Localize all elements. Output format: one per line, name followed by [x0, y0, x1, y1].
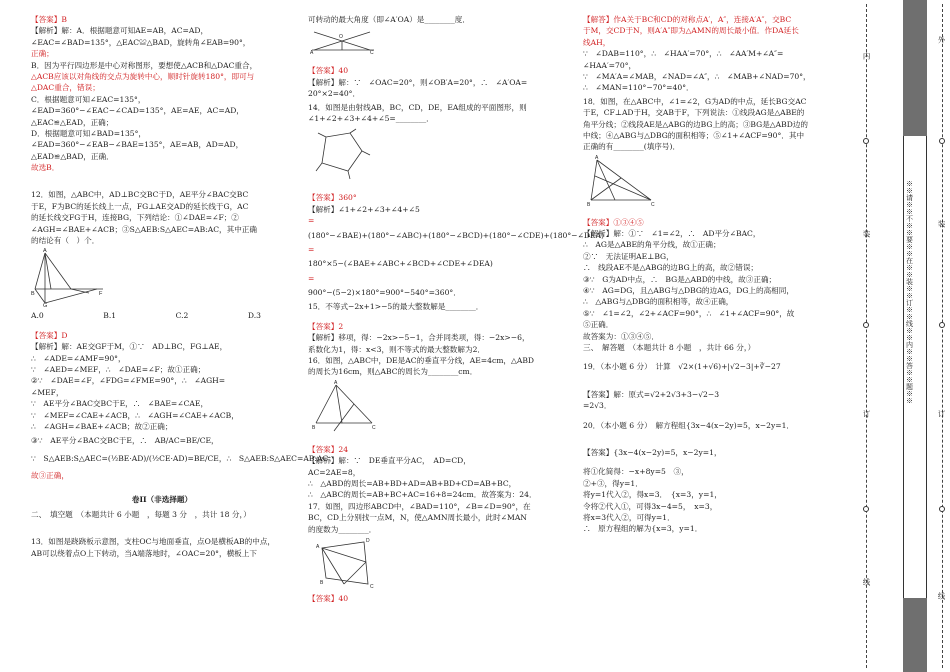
point-label-a: A [43, 248, 47, 255]
q18-stem [583, 96, 845, 153]
analysis-line: 【解析】解：A．根据题意可知AE=AB，AC=AD， [31, 26, 209, 36]
point-label-c: C [370, 50, 374, 57]
stem-line: 于E，CF⊥AD于H，交AB于F，下列说法：①线段AG是△ABE的 [583, 108, 805, 118]
binding-hole [939, 322, 945, 328]
analysis-line: = [308, 273, 315, 283]
stem-line: 的延长线交FG于H，连接BG，下列结论：①∠DAE=∠F；② [31, 213, 239, 223]
analysis-line: ∠MEF， [31, 387, 64, 397]
gray-block-top [903, 0, 927, 136]
option-a[interactable]: A.0 [31, 311, 44, 321]
q12-figure [31, 248, 109, 310]
answer-label: 【答案】24 [308, 444, 349, 454]
section-description: 三、 解答题 （本题共计 8 小题 ，共计 66 分，） [583, 342, 756, 352]
stem-line: 正确的有________(填序号)． [583, 142, 681, 152]
q20-stem: 20．（本小题 6 分） 解方程组{3x−4(x−2y)=5，x−2y=1． [583, 420, 795, 430]
stem-line: 中线；④△ABG与△DBG的面积相等；⑤∠1+∠ACF=90°．其中 [583, 130, 805, 140]
analysis-line: ∠EAD=360°−∠EAC−∠CAD=135°，AE=AE，AC=AD， [31, 106, 244, 116]
analysis-line: △EAC≌△EAD，正确； [31, 117, 114, 127]
analysis-line: 故选B． [31, 163, 60, 173]
binding-notice: ※※请※※不※※要※※在※※装※※订※※线※※内※※答※※题※※ [905, 180, 914, 404]
analysis-line: ∠HAA′=70°， [583, 60, 637, 70]
binding-hole [863, 506, 869, 512]
answer-label: 【答案】40 [308, 66, 349, 76]
point-label-c: C [372, 424, 376, 431]
analysis-line: △ACB应该以对角线的交点为旋转中心，顺时针旋转180°，即可与 [31, 71, 255, 81]
gray-block-bottom [903, 598, 927, 672]
stem-line: ∠1+∠2+∠3+∠4+∠5=________． [308, 113, 434, 123]
analysis-line: C．根据题意可知∠EAC=135°， [31, 94, 146, 104]
stem-line: 角平分线；②线段AE是△ABG的边BG上的高；③BG是△ABD边的 [583, 119, 808, 129]
column-right [583, 14, 845, 535]
analysis-line: ∴ 原方程组的解为{x=3，y=1． [583, 524, 703, 534]
analysis-line: 900°−(5−2)×180°=900°−540°=360°． [308, 288, 461, 298]
analysis-line: △DAC重合，错误； [31, 83, 100, 93]
stem-line: BC，CD上分别找一点M，N，使△AMN周长最小，此时∠MAN [308, 513, 527, 523]
q14-answer-block [308, 192, 604, 298]
point-label-a: A [310, 50, 314, 57]
point-label-b: B [31, 291, 35, 298]
option-b[interactable]: B.1 [103, 311, 117, 321]
stem-line: ∠AGH=∠BAE+∠ACB；③S△AEB:S△AEC=AB:AC，其中正确 [31, 224, 257, 234]
analysis-line: 系数化为1，得：x<3，则不等式的最大整数解为2． [308, 344, 486, 354]
analysis-line: 【解答】作A关于BC和CD的对称点A′，A″，连接A′A″，交BC [583, 15, 792, 24]
stem-line: 16．如图，△ABC中，DE是AC的垂直平分线，AE=4cm，△ABD [308, 356, 535, 366]
analysis-line: D．根据题意可知∠BAD=135°， [31, 128, 147, 138]
analysis-line: ②+③，得y=1． [583, 478, 643, 488]
stem-line: 14．如图是由射线AB，BC，CD，DE，EA组成的平面图形，则 [308, 102, 527, 112]
point-label-c: C [651, 201, 655, 208]
answer-label: 【答案】D [31, 330, 68, 340]
analysis-line: ④∵ AG=DG，且△ABG与△DBG的边AG，DG上的高相同， [583, 286, 794, 296]
inner-word: 订 [862, 410, 872, 418]
analysis-line: ③∵ G为AD中点，∴ BG是△ABD的中线，故③正确； [583, 274, 777, 284]
point-label-b: B [320, 579, 324, 586]
section-description: 二、 填空题 （本题共计 6 小题 ，每题 3 分 ，共计 18 分，） [31, 509, 251, 519]
analysis-line: ∠EAC=∠BAD=135°，△EAC≌△BAD，旋转角∠EAB=90°， [31, 37, 251, 47]
outer-word: 线 [937, 592, 947, 600]
q17-figure [314, 538, 378, 590]
q15-stem: 15．不等式−2x+1>−5的最大整数解是________． [308, 302, 484, 312]
point-label-b: B [587, 201, 591, 208]
analysis-line: ∴ △ABD的周长=AB+BD+AD=AB+BD+CD=AB+BC， [308, 478, 517, 488]
q17-answer-label: 【答案】40 [308, 593, 349, 603]
analysis-line: ∵ ∠MEF=∠CAE+∠ACB，∴ ∠AGH=∠CAE+∠ACB， [31, 410, 239, 420]
analysis-line: = [308, 244, 315, 254]
binding-hole [863, 138, 869, 144]
point-label-b: B [312, 424, 316, 431]
analysis-line: 【答案】解：原式=√2+2√3+3−√2−3 [583, 389, 720, 399]
q19-stem: 19．（本小题 6 分） 计算 √2×(1+√6)+|√2−3|+∛−27 [583, 362, 781, 372]
analysis-line: △EAD≌△BAD，正确． [31, 151, 114, 161]
point-label-o: O [339, 34, 343, 41]
point-label-a: A [334, 379, 338, 386]
q18-answer-block [583, 217, 845, 342]
analysis-line: 【解析】解：∵ ∠OAC=20°，则∠OB′A=20°，∴ ∠A′OA= [308, 77, 528, 87]
q11-answer-block [31, 14, 293, 173]
stem-line: AB可以绕着点O上下转动，当A端落地时，∠OAC=20°，横板上下 [31, 548, 257, 558]
analysis-line: ∵ ∠MA′A=∠MAB，∠NAD=∠A″，∴ ∠MAB+∠NAD=70°， [583, 71, 811, 81]
q13-answer-block [308, 65, 568, 99]
answer-label: 【答案】①③④⑤ [583, 217, 644, 227]
inner-word: 内 [862, 52, 872, 60]
stem-line: 17．如图，四边形ABCD中，∠BAD=110°，∠B=∠D=90°，在 [308, 501, 531, 511]
stem-line: 18．如图，在△ABC中，∠1=∠2，G为AD的中点，延长BG交AC [583, 96, 807, 106]
analysis-line: 令将②代入①，可得3x−4=5， x=3， [583, 501, 718, 511]
binding-margin [856, 0, 950, 672]
stem-line: 的周长为16cm，则△ABC的周长为________cm． [308, 367, 478, 377]
q17-stem [308, 501, 568, 535]
q16-figure [312, 381, 382, 433]
q17-analysis-block [583, 14, 845, 94]
point-label-g: G [43, 303, 48, 310]
analysis-line: 【解析】解：①∵ ∠1=∠2，∴ AD平分∠BAC， [583, 229, 761, 239]
analysis-line: 【答案】{3x−4(x−2y)=5，x−2y=1， [583, 447, 722, 457]
analysis-line: ③∵ AE平分∠BAC交BC于E，∴ AB/AC=BE/CE， [31, 436, 219, 446]
outer-word: 装 [937, 220, 947, 228]
q12-stem [31, 189, 293, 246]
answer-label: 【答案】B [31, 15, 67, 24]
q13-stem-cont: 可转动的最大角度（即∠A′OA）是________度． [308, 15, 470, 24]
analysis-line: 【解析】移项，得：−2x>−5−1，合并同类项，得：−2x>−6， [308, 333, 530, 343]
analysis-line: 于M，交CD于N，则A′A″即为△AMN的周长最小值．作DA延长 [583, 26, 799, 36]
analysis-line: = [308, 216, 315, 226]
analysis-line: B．因为平行四边形是中心对称图形，要想使△ACB和△DAC重合， [31, 60, 258, 70]
analysis-line: ∠EAD=360°−∠EAB−∠BAE=135°，AE=AB，AD=AD， [31, 140, 244, 150]
stem-line: 13．如图是跷跷板示意图，支柱OC与地面垂直，点O是横板AB的中点， [31, 537, 276, 547]
q18-figure [587, 156, 657, 206]
analysis-line: ∵ ∠AED=∠MEF，∴ ∠DAE=∠F；故①正确； [31, 364, 206, 374]
analysis-line: ∵ ∠DAB=110°，∴ ∠HAA′=70°，∴ ∠AA′M+∠A″= [583, 49, 784, 59]
analysis-line: ∴ ∠MAN=110°−70°=40°． [583, 83, 694, 93]
inner-word: 线 [862, 578, 872, 586]
analysis-line: ⑤∵ ∠1=∠2，∠2+∠ACF=90°，∴ ∠1+∠ACF=90°，故 [583, 308, 795, 318]
outer-word: 外 [937, 36, 947, 44]
stem-line: 12．如图，△ABC中，AD⊥BC交BC于D，AE平分∠BAC交BC [31, 190, 249, 200]
stem-line: 的结论有（ ）个． [31, 236, 100, 246]
analysis-line: AC=2AE=8， [308, 467, 361, 477]
answer-label: 【答案】2 [308, 321, 344, 331]
analysis-line: 【解析】解：∵ DE垂直平分AC， AD=CD， [308, 456, 471, 466]
analysis-line: ∴ ∠AGH=∠BAE+∠ACB；故②正确； [31, 421, 173, 431]
outer-word: 订 [937, 410, 947, 418]
analysis-line: ∵ AE平分∠BAC交BC于E，∴ ∠BAE=∠CAE， [31, 399, 209, 409]
q20-answer-block [583, 447, 845, 535]
option-c[interactable]: C.2 [175, 311, 189, 321]
q13-figure [308, 28, 378, 57]
inner-word: 装 [862, 230, 872, 238]
stem-line: 的度数为________． [308, 524, 377, 534]
analysis-line: ⑤正确． [583, 320, 614, 330]
analysis-line: 故③正确， [31, 471, 69, 481]
analysis-line: 故答案为：①③④⑤． [583, 331, 659, 341]
analysis-line: ②∵ ∠DAE=∠F，∠FDG=∠FME=90°，∴ ∠AGH= [31, 376, 226, 386]
binding-hole [863, 322, 869, 328]
q13-stem [31, 536, 293, 559]
analysis-line: 【解析】∠1+∠2+∠3+∠4+∠5 [308, 204, 420, 214]
binding-hole [939, 506, 945, 512]
q16-answer-block [308, 444, 568, 501]
stem-line: 于E，F为BC的延长线上一点，FG⊥AE交AD的延长线于G，AC [31, 201, 249, 211]
option-d[interactable]: D.3 [247, 311, 261, 321]
point-label-d: D [366, 537, 370, 544]
point-label-a: A [595, 154, 599, 161]
analysis-line: ∴ AG是△ABE的角平分线，故①正确； [583, 240, 721, 250]
q14-figure [314, 127, 374, 181]
point-label-f: F [99, 291, 103, 298]
analysis-line: 【解析】解：AE交GF于M，①∵ AD⊥BC，FG⊥AE， [31, 342, 228, 352]
analysis-line: ∴ ∠ADE=∠AMF=90°， [31, 353, 126, 363]
analysis-line: 将y=1代入②，得x=3． {x=3，y=1， [583, 490, 722, 500]
analysis-line: ∴ 线段AE不是△ABG的边BG上的高，故②错误； [583, 263, 759, 273]
analysis-line: 180°×5−(∠BAE+∠ABC+∠BCD+∠CDE+∠DEA) [308, 259, 493, 269]
q12-options [31, 310, 261, 321]
analysis-line: 20°×2=40°． [308, 89, 361, 99]
binding-hole [939, 138, 945, 144]
analysis-line: (180°−∠BAE)+(180°−∠ABC)+(180°−∠BCD)+(180°−∠CDE)+(180°−∠DEA) [308, 230, 604, 240]
q19-answer-block [583, 389, 845, 412]
analysis-line: 将①化简得：−x+8y=5 ③， [583, 467, 689, 477]
analysis-line: =2√3． [583, 401, 612, 411]
analysis-line: 正确； [31, 49, 54, 59]
q16-stem [308, 355, 568, 378]
analysis-line: ∵ S△AEB:S△AEC=(½BE·AD)/(½CE·AD)=BE/CE，∴ S△AEB:S△AEC=AB:AC； [31, 453, 336, 463]
point-label-c: C [370, 583, 374, 590]
point-label-a: A [316, 543, 320, 550]
analysis-line: ∴ △ABC的周长=AB+BC+AC=16+8=24cm．故答案为：24． [308, 490, 537, 500]
section-title: 卷II（非选择题） [131, 494, 193, 504]
answer-label: 【答案】360° [308, 193, 357, 203]
q14-stem [308, 102, 568, 125]
q15-answer-block [308, 321, 568, 355]
analysis-line: ∴ △ABG与△DBG的面积相等，故④正确， [583, 297, 734, 307]
analysis-line: 将x=3代入②，可得y=1． [583, 512, 675, 522]
analysis-line: 线AH， [583, 37, 611, 47]
analysis-line: ②∵ 无法证明AE⊥BG， [583, 251, 674, 261]
